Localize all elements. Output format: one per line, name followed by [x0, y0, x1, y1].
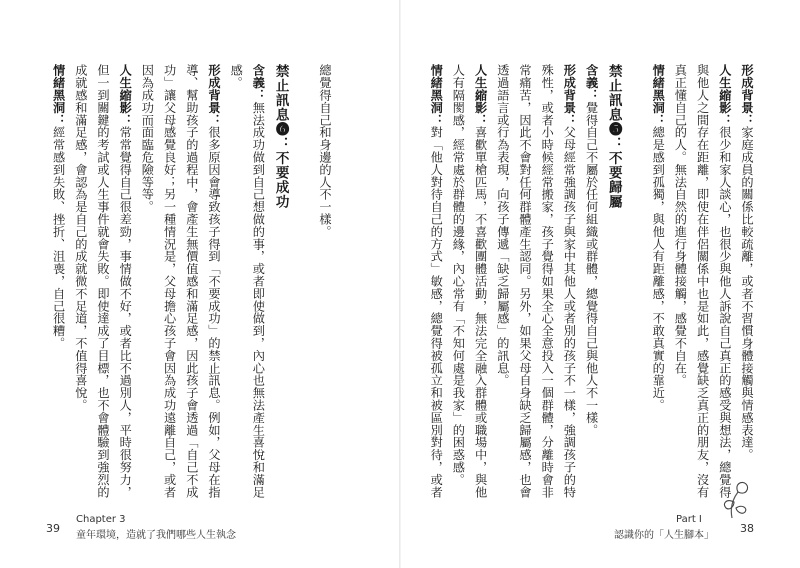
heading-text: 禁止訊息❺：不要歸屬 [605, 64, 622, 209]
text-column [52, 64, 66, 349]
column-text: 經常感到失敗、挫折、沮喪，自己很糟。 [51, 126, 66, 350]
column-text: 父母經常強調孩子與家中其他人或者別的孩子不一樣，強調孩子的特 [562, 126, 577, 498]
column-text: 真正懂自己的人。無法自然的進行身體接觸，感覺不自在。 [673, 64, 688, 387]
column-text: 喜歡單槍匹馬，不喜歡團體活動，無法完全融入群體或職場中，與他 [473, 126, 488, 498]
text-column [673, 64, 687, 386]
column-text: 覺得自己不屬於任何組織或群體，總覺得自己與他人不一樣。 [584, 101, 599, 437]
column-text: 導、幫助孩子的過程中，會產生無價值感和滿足感，因此孩子會透過「自己不成 [184, 64, 199, 498]
page-number-left: 39 [46, 522, 60, 535]
page-number-right: 38 [740, 522, 754, 535]
footer-part: Part Ⅰ [676, 514, 702, 525]
column-text: 常常覺得自己很差勁，事情做不好，或者比不過別人，平時很努力， [118, 126, 133, 498]
column-key: 人生縮影： [473, 64, 488, 126]
column-text: 對「他人對待自己的方式」敏感，總覺得被孤立和被區別對待，或者 [429, 126, 444, 498]
column-text: 因為成功而面臨危險等等。 [140, 64, 155, 213]
column-key: 形成背景： [740, 64, 754, 126]
column-key: 人生縮影： [717, 64, 732, 126]
text-column [229, 64, 243, 89]
text-column [74, 64, 88, 411]
column-key: 含義： [584, 64, 599, 102]
text-column [718, 64, 732, 498]
footer-chapter: Chapter 3 [76, 514, 126, 525]
section-heading [274, 64, 288, 209]
text-column [740, 64, 754, 461]
footer-left-subtitle: 童年環境，造就了我們哪些人生執念 [76, 530, 236, 541]
text-column [474, 64, 488, 498]
column-text: 很少和家人談心，也很少與他人訴說自己真正的感受與想法，總覺得 [717, 126, 732, 498]
column-key: 含義： [251, 64, 266, 102]
column-text: 人有隔閡感，經常處於群體的邊緣，內心常有「不知何處是我家」的困惑感。 [451, 64, 466, 486]
text-column [518, 64, 532, 498]
column-key: 情緒黑洞： [429, 64, 444, 126]
text-column [185, 64, 199, 498]
column-text: 總覺得自己和身邊的人不一樣。 [318, 64, 332, 238]
column-text: 但一到關鍵的考試或人生事件就會失敗。即使達成了目標，也不會體驗到強烈的 [96, 64, 110, 498]
column-key: 情緒黑洞： [51, 64, 66, 126]
column-text: 無法成功做到自己想做的事，或者即使做到，內心也無法產生喜悅和滿足 [251, 101, 266, 499]
text-column [140, 64, 154, 213]
text-column [651, 64, 665, 411]
column-text: 總是感到孤獨，與他人有距離感，不敢真實的靠近。 [651, 126, 666, 412]
section-heading [607, 64, 621, 209]
text-column [496, 64, 510, 386]
text-column [118, 64, 132, 498]
text-column [429, 64, 443, 498]
text-column [451, 64, 465, 486]
column-key: 情緒黑洞： [651, 64, 666, 126]
text-column [562, 64, 576, 498]
text-column [207, 64, 221, 498]
text-column [696, 64, 710, 498]
column-key: 形成背景： [562, 64, 577, 126]
heading-text: 禁止訊息❻：不要成功 [272, 64, 289, 209]
text-column [163, 64, 177, 498]
column-text: 殊性，或者小時候經常搬家，孩子覺得如果全心全意投入一個群體，分離時會非 [540, 64, 555, 498]
column-text: 功」讓父母感覺良好；另一種情況是，父母擔心孩子會因為成功遠離自己，或者 [162, 64, 177, 498]
text-column [585, 64, 599, 436]
column-text: 透過語言或行為表現，向孩子傳遞「缺乏歸屬感」的訊息。 [495, 64, 510, 387]
column-text: 很多原因會導致孩子得到「不要成功」的禁止訊息。例如，父母在指 [207, 126, 221, 498]
column-key: 形成背景： [207, 64, 221, 126]
column-text: 成就感和滿足感，會認為是自己的成就微不足道，不值得喜悅。 [73, 64, 88, 412]
column-text: 家庭成員的關係比較疏離，或者不習慣身體接觸與情感表達。 [740, 126, 754, 461]
text-column [318, 64, 332, 238]
text-column [251, 64, 265, 498]
column-key: 人生縮影： [118, 64, 133, 126]
column-text: 與他人之間存在距離，即使在伴侶關係中也是如此，感覺缺乏真正的朋友，沒有 [695, 64, 710, 498]
text-column [540, 64, 554, 498]
footer-right-subtitle: 認識你的「人生腳本」 [614, 530, 714, 541]
column-text: 常痛苦，因此不會對任何群體產生認同。另外，如果父母自身缺乏歸屬感，也會 [518, 64, 532, 498]
leaf-illustration-icon [712, 478, 754, 522]
column-text: 感。 [229, 64, 244, 89]
text-column [96, 64, 110, 498]
page-gutter [399, 0, 401, 568]
